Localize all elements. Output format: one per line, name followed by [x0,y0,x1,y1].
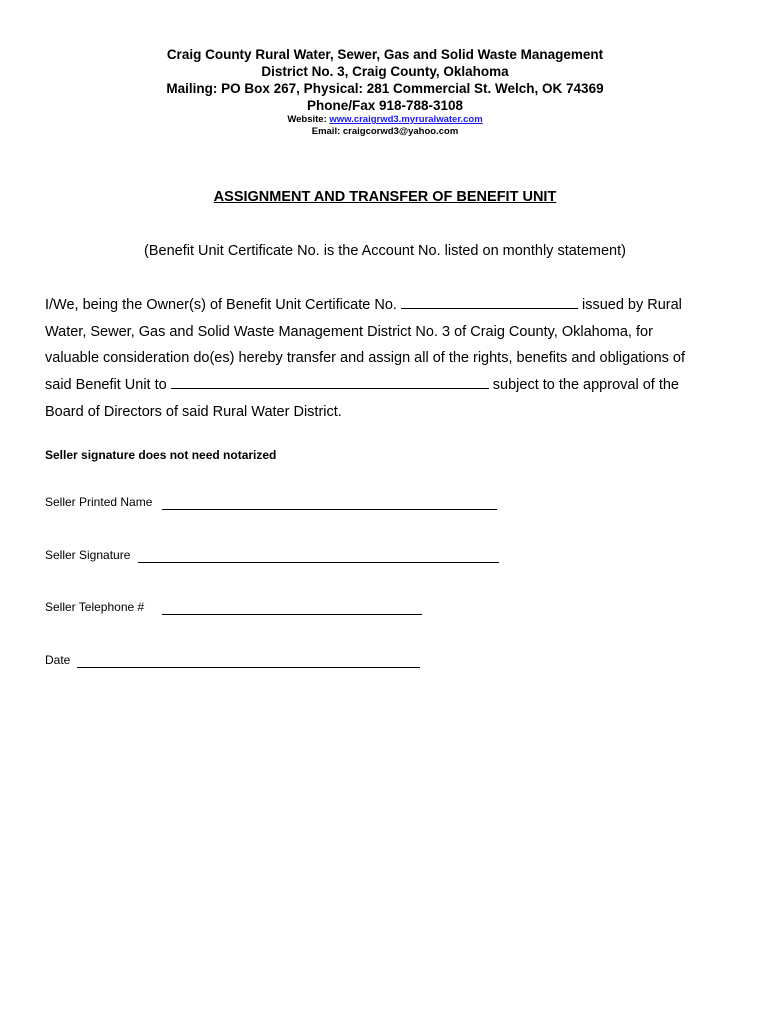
field-label: Seller Telephone # [45,600,145,614]
field-label: Seller Signature [45,548,131,562]
certificate-note: (Benefit Unit Certificate No. is the Account No. listed on monthly statement) [144,243,626,259]
website-line [0,114,770,126]
transferee-blank[interactable] [171,376,489,389]
seller-signature-field [45,548,130,562]
paragraph-text: I/We, being the Owner(s) of Benefit Unit Certificate No. [45,297,401,313]
website-link[interactable]: www.craigrwd3.myruralwater.com [329,114,483,125]
seller-signature-line[interactable] [138,561,499,563]
paragraph-row [45,292,725,319]
paragraph-row [45,372,725,399]
website-label: Website: [287,114,330,125]
letterhead [0,46,770,138]
email-line: Email: craigcorwd3@yahoo.com [311,126,459,137]
paragraph-text: issued by Rural [577,297,682,313]
date-field [45,653,70,667]
paragraph-row: Board of Directors of said Rural Water District. [45,403,342,420]
field-label: Date [45,653,71,667]
paragraph-text: subject to the approval of the [488,377,679,394]
paragraph-row: valuable consideration do(es) hereby transfer and assign all of the rights, benefits and obligations of [45,350,686,367]
transfer-paragraph [45,292,725,425]
district-name: District No. 3, Craig County, Oklahoma [261,64,509,79]
seller-telephone-line[interactable] [162,613,422,615]
seller-printed-name-field [45,495,152,509]
certificate-number-blank[interactable] [401,296,578,309]
mailing-address: Mailing: PO Box 267, Physical: 281 Commercial St. Welch, OK 74369 [166,81,604,96]
document-title: ASSIGNMENT AND TRANSFER OF BENEFIT UNIT [213,189,557,205]
field-label: Seller Printed Name [45,495,153,509]
org-name: Craig County Rural Water, Sewer, Gas and Solid Waste Management [166,47,604,62]
notary-note: Seller signature does not need notarized [45,448,277,462]
paragraph-row: Water, Sewer, Gas and Solid Waste Management District No. 3 of Craig County, Oklahoma, for [45,323,653,340]
date-line[interactable] [77,666,420,668]
seller-printed-name-line[interactable] [162,508,497,510]
phone-fax: Phone/Fax 918-788-3108 [306,98,464,113]
seller-telephone-field [45,600,144,614]
paragraph-text: said Benefit Unit to [45,377,171,394]
